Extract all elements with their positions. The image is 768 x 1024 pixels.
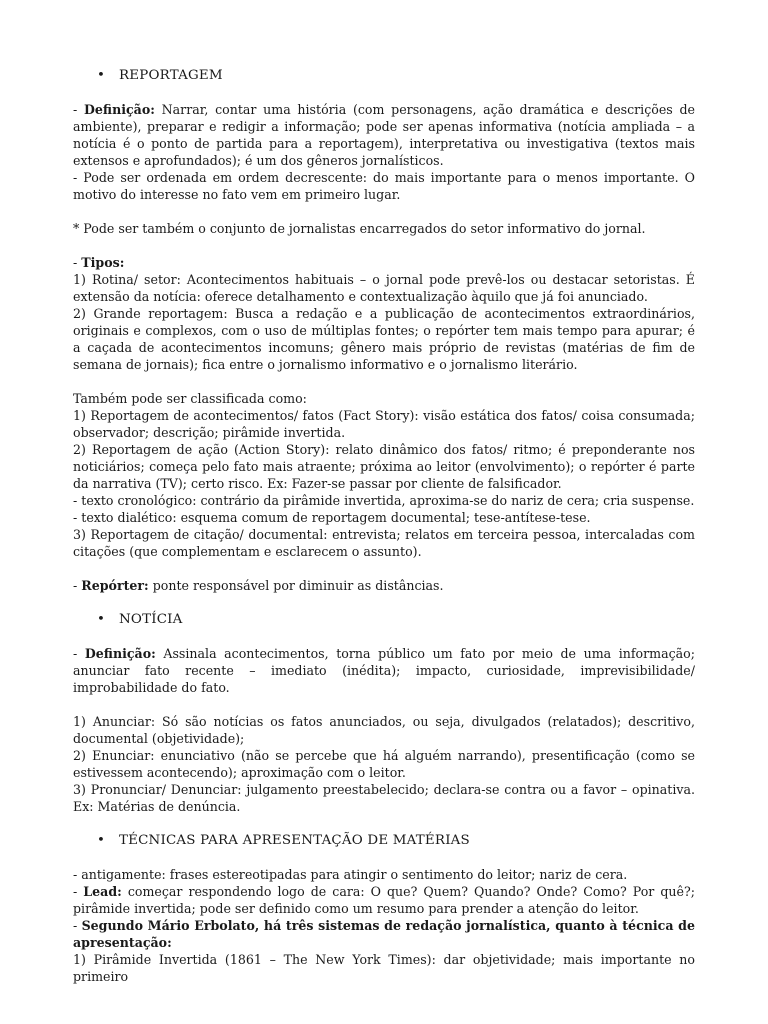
section-heading-tecnicas: • TÉCNICAS PARA APRESENTAÇÃO DE MATÉRIAS: [73, 832, 695, 849]
noticia-enunciar: 2) Enunciar: enunciativo (não se percebe que há alguém narrando), presentificação (como se estivessem acontecendo); aproximação com o leitor.: [73, 748, 695, 780]
texto-cronologico: - texto cronológico: contrário da pirâmide invertida, aproxima-se do nariz de cera; cria suspense.: [73, 493, 695, 508]
reportagem-definicao: - Definição: Narrar, contar uma história (com personagens, ação dramática e descrições de ambiente), preparar e redigir a informação; pode ser apenas informativa (notícia ampliada – a notícia é o ponto de partida para a reportagem), interpretativa ou investigativa (textos mais extensos e aprofundados); é um dos gêneros jornalísticos.: [73, 102, 695, 168]
noticia-pronunciar: 3) Pronunciar/ Denunciar: julgamento preestabelecido; declara-se contra ou a favor – opinativa. Ex: Matérias de denúncia.: [73, 782, 695, 814]
tecnicas-lead: - Lead: começar respondendo logo de cara: O que? Quem? Quando? Onde? Como? Por quê?; pirâmide invertida; pode ser definido como um resumo para prender a atenção do leitor.: [73, 884, 695, 916]
tipos-label: - Tipos:: [73, 255, 125, 270]
tipo-grande-reportagem: 2) Grande reportagem: Busca a redação e a publicação de acontecimentos extraordinários, originais e complexos, com o uso de múltiplas fontes; o repórter tem mais tempo para apurar; é a caçada de acontecimentos incomuns; gênero mais próprio de revistas (matérias de fim de semana de jornais); fica entre o jornalismo informativo e o jornalismo literário.: [73, 306, 695, 372]
reporter-definicao: - Repórter: ponte responsável por diminuir as distâncias.: [73, 578, 444, 593]
tipo-rotina: 1) Rotina/ setor: Acontecimentos habituais – o jornal pode prevê-los ou destacar setoristas. É extensão da notícia: oferece detalhamento e contextualização àquilo que já foi anunciado.: [73, 272, 695, 304]
noticia-definicao: - Definição: Assinala acontecimentos, torna público um fato por meio de uma informação; anunciar fato recente – imediato (inédita); impacto, curiosidade, imprevisibilidade/ improbabilidade do fato.: [73, 646, 695, 695]
noticia-anunciar: 1) Anunciar: Só são notícias os fatos anunciados, ou seja, divulgados (relatados); descritivo, documental (objetividade);: [73, 714, 695, 746]
classificacao-fact-story: 1) Reportagem de acontecimentos/ fatos (Fact Story): visão estática dos fatos/ coisa consumada; observador; descrição; pirâmide invertida.: [73, 408, 695, 440]
classificacao-action-story: 2) Reportagem de ação (Action Story): relato dinâmico dos fatos/ ritmo; é preponderante nos noticiários; começa pelo fato mais atraente; próxima ao leitor (envolvimento); o repórter é parte da narrativa (TV); certo risco. Ex: Fazer-se passar por cliente de falsificador.: [73, 442, 695, 491]
tecnicas-antigamente: - antigamente: frases estereotipadas para atingir o sentimento do leitor; nariz de cera.: [73, 867, 628, 882]
bullet-icon: •: [97, 68, 105, 83]
section-heading-noticia: • NOTÍCIA: [73, 611, 695, 628]
classificacao-citacao: 3) Reportagem de citação/ documental: entrevista; relatos em terceira pessoa, intercaladas com citações (que complementam e esclarecem o assunto).: [73, 527, 695, 559]
tecnicas-erbolato: - Segundo Mário Erbolato, há três sistemas de redação jornalística, quanto à técnica de apresentação:: [73, 918, 695, 950]
bullet-icon: •: [97, 833, 105, 848]
tecnicas-piramide-invertida: 1) Pirâmide Invertida (1861 – The New York Times): dar objetividade; mais importante no primeiro: [73, 952, 695, 984]
texto-dialetico: - texto dialético: esquema comum de reportagem documental; tese-antítese-tese.: [73, 510, 591, 525]
classificacao-intro: Também pode ser classificada como:: [73, 391, 307, 406]
bullet-icon: •: [97, 612, 105, 627]
section-heading-reportagem: • REPORTAGEM: [73, 67, 695, 84]
reportagem-ordem: - Pode ser ordenada em ordem decrescente: do mais importante para o menos importante. O motivo do interesse no fato vem em primeiro lugar.: [73, 170, 695, 202]
reportagem-conjunto: * Pode ser também o conjunto de jornalistas encarregados do setor informativo do jornal.: [73, 221, 646, 236]
